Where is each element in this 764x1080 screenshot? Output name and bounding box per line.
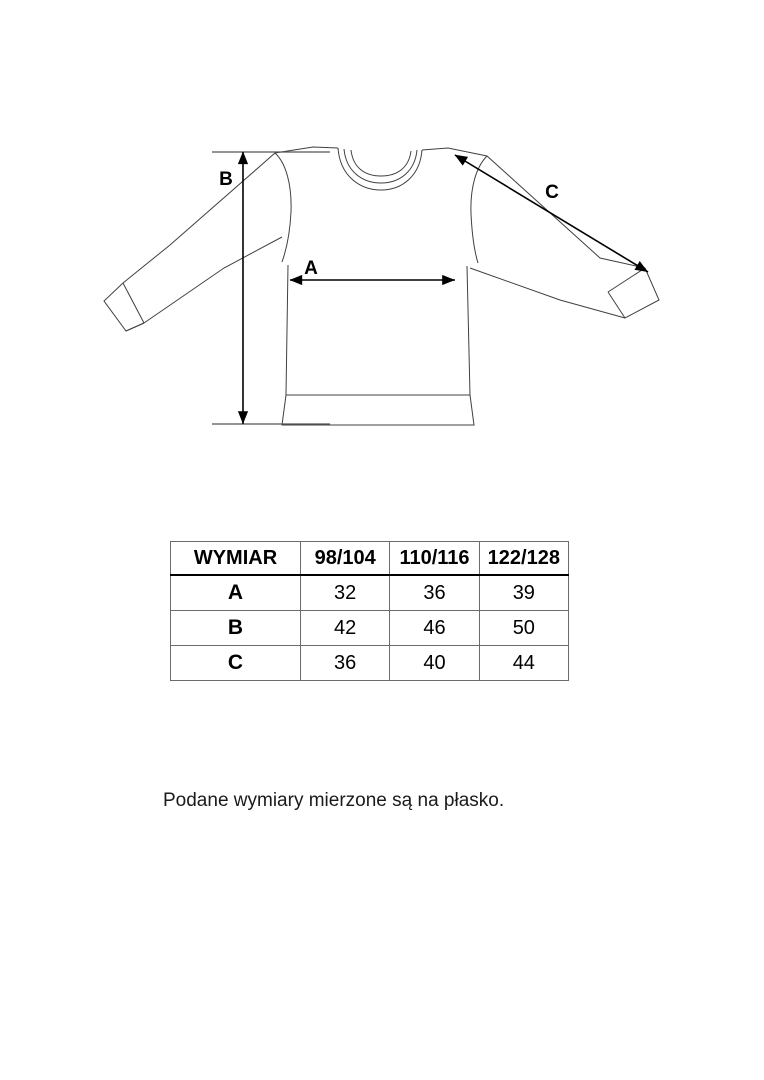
dimension-c-label: C: [545, 182, 559, 203]
measurement-note: Podane wymiary mierzone są na płasko.: [163, 790, 505, 811]
left-armhole-curve: [275, 153, 291, 262]
left-cuff-seam-line: [123, 283, 144, 323]
row-label-c: C: [171, 646, 301, 681]
cell-a-98-104: 32: [301, 575, 390, 611]
size-table: [170, 541, 569, 681]
collar-rib-line-2: [351, 150, 411, 176]
size-table-header: [171, 542, 569, 576]
cell-b-98-104: 42: [301, 611, 390, 646]
right-side-seam: [467, 266, 470, 395]
garment-svg: [0, 0, 764, 470]
hem-band-outline: [282, 395, 474, 425]
table-header-row: [171, 542, 569, 576]
left-cuff-line: [104, 283, 144, 331]
right-cuff-seam-line: [608, 268, 645, 292]
cell-b-110-116: 46: [390, 611, 479, 646]
garment-diagram: [0, 0, 764, 470]
row-label-b: B: [171, 611, 301, 646]
header-measurement: WYMIAR: [171, 542, 301, 576]
dimension-b-label: B: [219, 169, 233, 190]
dimension-a-label: A: [304, 258, 318, 279]
left-side-seam: [286, 265, 288, 395]
table-row: [171, 646, 569, 681]
dimension-a-group: [290, 258, 455, 280]
cell-a-122-128: 39: [479, 575, 568, 611]
size-table-body: [171, 575, 569, 681]
table-row: [171, 611, 569, 646]
cell-c-110-116: 40: [390, 646, 479, 681]
row-label-a: A: [171, 575, 301, 611]
size-table-container: [170, 541, 568, 681]
collar-rib-line-1: [344, 149, 417, 183]
header-size-122-128: 122/128: [479, 542, 568, 576]
cell-c-122-128: 44: [479, 646, 568, 681]
dimension-c-arrow: [455, 155, 648, 272]
table-row: [171, 575, 569, 611]
header-size-98-104: 98/104: [301, 542, 390, 576]
cell-b-122-128: 50: [479, 611, 568, 646]
garment-outline: [104, 147, 659, 425]
left-cuff-edge-line: [126, 323, 144, 331]
dimension-c-group: [455, 155, 648, 272]
right-sleeve-under-line: [470, 268, 625, 318]
header-size-110-116: 110/116: [390, 542, 479, 576]
cell-a-110-116: 36: [390, 575, 479, 611]
cell-c-98-104: 36: [301, 646, 390, 681]
